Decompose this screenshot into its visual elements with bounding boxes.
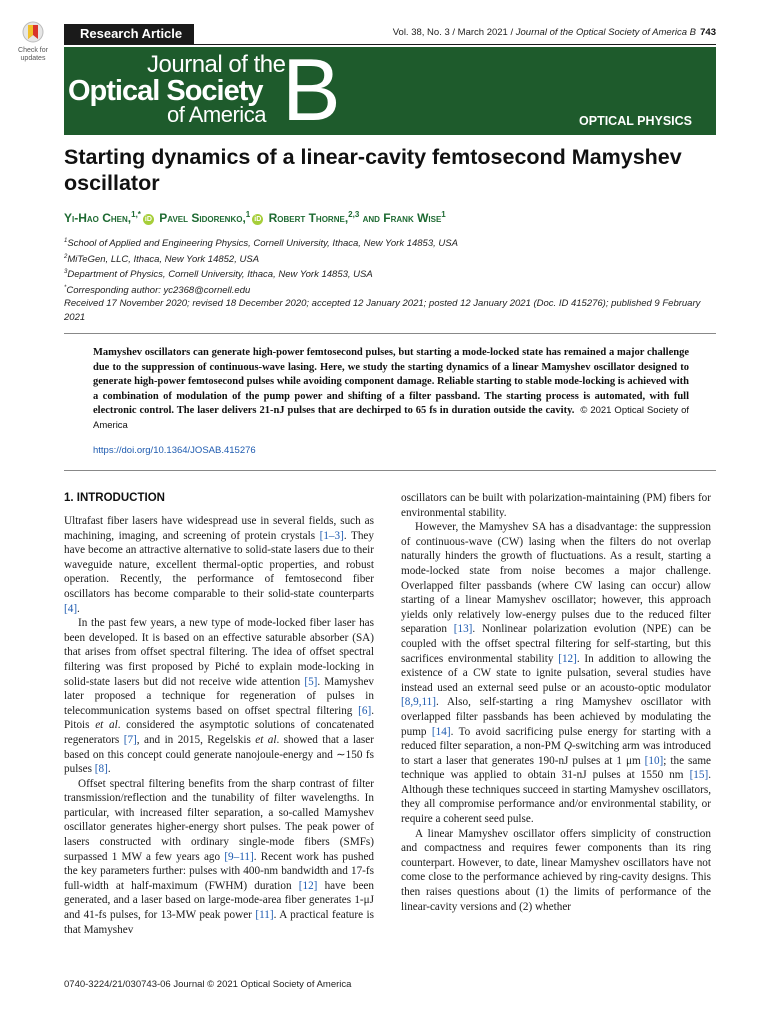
running-head-volume: Vol. 38, No. 3 / March 2021 / xyxy=(392,27,516,38)
affiliation-text: School of Applied and Engineering Physics, Cornell University, Ithaca, New York 14853, USA xyxy=(67,238,458,250)
author-2[interactable] xyxy=(159,211,265,225)
body-column-right xyxy=(401,491,711,914)
paper-title: Starting dynamics of a linear-cavity femtosecond Mamyshev oscillator xyxy=(64,145,682,195)
affiliation-sup: * xyxy=(64,284,67,291)
citation-link[interactable]: [11] xyxy=(255,909,274,922)
journal-logo-letter: B xyxy=(282,40,341,139)
affiliation-item xyxy=(64,282,714,298)
citation-link[interactable]: [14] xyxy=(431,725,451,738)
body-paragraph: However, the Mamyshev SA has a disadvantage: the suppression of continuous-wave (CW) lasing when the filters do not overlap naturally hinders the growth of fluctuations. As a result, starting a mode-locked state from noise becomes a major challenge. Overlapped filter passbands (where CW lasing can occur) allow starting of a linear Mamyshev oscillator; however, this approach yields only relatively low-energy pulses due to the reduced filter separation [13]. Nonlinear polarization evolution (NPE) can be coupled with the offset spectral filtering for self-starting, but this sacrifices environmental stability [12]. In addition to allowing the existence of a CW state to ignite pulsation, several studies have instead used an external seed pulse or an acousto-optic modulator [8,9,11]. Also, self-starting a ring Mamyshev oscillator with overlapped filter passbands has been achieved by modulating the pump [14]. To avoid sacrificing pulse energy for starting with a reduced filter separation, a non-PM Q-switching arm was introduced to start a laser that generates 190-nJ pulses at 1 μm [10]; the same technique was applied to obtain 31-nJ pulses at 1550 nm [15]. Although these techniques succeed in starting Mamyshev oscillators, they all compromise performance and/or environmental stability, or require a coherent seed pulse. xyxy=(401,521,712,826)
citation-link[interactable]: [4] xyxy=(64,602,78,615)
citation-link[interactable]: [8] xyxy=(94,763,108,776)
author-1[interactable] xyxy=(64,211,156,225)
author-name: Robert Thorne, xyxy=(268,211,349,225)
author-name: Pavel Sidorenko, xyxy=(159,211,246,225)
orcid-icon[interactable]: iD xyxy=(144,216,152,223)
abstract-copyright: © 2021 Optical Society of America xyxy=(93,405,689,431)
running-head xyxy=(393,27,696,38)
citation-link[interactable]: [12] xyxy=(298,879,318,892)
author-name: Yi-Hao Chen, xyxy=(64,211,132,225)
author-sup: 2,3 xyxy=(348,210,360,219)
page-number: 743 xyxy=(700,27,716,38)
publication-history: Received 17 November 2020; revised 18 December 2020; accepted 12 January 2021; posted 12 January 2021 (Doc. ID 415276); published 9 February 2021 xyxy=(64,298,701,323)
body-paragraph: Ultrafast fiber lasers have widespread use in several fields, such as machining, imaging, and screening of protein crystals [1–3]. They have become an attractive alternative to solid-state lasers due to their waveguide nature, excellent thermal-optic properties, and robust operation. Recently, the performance of femtosecond fiber oscillators has become comparable to their solid-state counterparts [4]. xyxy=(64,515,374,615)
affiliation-sup: 3 xyxy=(64,269,68,276)
citation-link[interactable]: [10] xyxy=(644,754,664,767)
affiliation-sup: 2 xyxy=(64,253,68,260)
citation-link[interactable]: [8,9,11] xyxy=(401,696,437,709)
affiliations xyxy=(64,235,714,298)
author-sup: 1,* xyxy=(131,210,141,219)
journal-logo-line-3: of America xyxy=(167,102,266,127)
citation-link[interactable]: [7] xyxy=(123,733,137,746)
author-3[interactable] xyxy=(269,211,360,225)
check-for-updates-badge[interactable] xyxy=(12,20,54,63)
body-paragraph: Offset spectral filtering benefits from the sharp contrast of filter transmission/reflection and the tunability of filter wavelengths. In particular, with increased filter separation, a so-called Mamyshev oscillator generates higher-energy short pulses. The peak power of lasers constructed with ordinary single-mode fibers (SMFs) surpassed 1 MW a few years ago [9–11]. Recent work has pushed the key parameters further: pulses with 400-nm bandwidth and 17-fs full-width at half-maximum (FWHM) duration [12] have been generated, and a laser based on large-mode-area fiber generates 1-μJ and 41-fs pulses, for 13-MW peak power [11]. A practical feature is that Mamyshev xyxy=(64,777,374,936)
section-label: OPTICAL PHYSICS xyxy=(579,114,692,128)
doi-link[interactable]: https://doi.org/10.1364/JOSAB.415276 xyxy=(93,445,256,456)
divider xyxy=(64,333,716,334)
journal-logo-line-1: Journal of the xyxy=(147,51,286,78)
citation-link[interactable]: [6] xyxy=(358,704,372,717)
citation-link[interactable]: [1–3] xyxy=(319,529,344,542)
author-sup: 1 xyxy=(245,210,251,219)
affiliation-item xyxy=(64,235,714,251)
citation-link[interactable]: [13] xyxy=(453,623,473,636)
affiliation-item xyxy=(64,251,714,267)
section-heading: 1. INTRODUCTION xyxy=(64,492,165,504)
author-name: and Frank Wise xyxy=(362,211,442,225)
affiliation-text: MiTeGen, LLC, Ithaca, New York 14852, USA xyxy=(67,253,260,265)
affiliation-sup: 1 xyxy=(64,238,68,244)
affiliation-item xyxy=(64,266,714,282)
body-paragraph: In the past few years, a new type of mode-locked fiber laser has been developed. It is based on an effective saturable absorber (SA) that arises from offset spectral filtering. The idea of offset spectral filtering was first proposed by Piché to explain mode-locking in solid-state lasers but did not receive wide attention [5]. Mamyshev later proposed a technique for regeneration of pulses in telecommunication systems based on offset spectral filtering [6]. Pitois et al. considered the asymptotic solutions of concatenated regenerators [7], and in 2015, Regelskis et al. showed that a laser based on this concept could generate nanojoule-energy and ∼150 fs pulses [8]. xyxy=(64,617,375,776)
check-updates-icon xyxy=(21,20,45,46)
orcid-icon[interactable]: iD xyxy=(254,216,262,223)
page-footer: 0740-3224/21/030743-06 Journal © 2021 Optical Society of America xyxy=(64,979,352,990)
running-head-journal: Journal of the Optical Society of America B xyxy=(515,27,696,38)
check-updates-label: Check for updates xyxy=(18,47,48,62)
author-list xyxy=(64,210,724,225)
journal-logo-line-2: Optical Society xyxy=(68,75,263,107)
abstract xyxy=(93,346,689,434)
author-4[interactable] xyxy=(363,211,446,225)
header-rule xyxy=(64,44,716,45)
abstract-text: Mamyshev oscillators can generate high-power femtosecond pulses, but starting a mode-locked state has remained a major challenge due to the suppression of continuous-wave lasing. Here, we study the starting dynamics of a linear Mamyshev oscillator designed to generate high-power femtosecond pulses while avoiding component damage. Reliable starting to stable mode-locking is achieved with a combination of modulation of the pump power and shifting of a filter passband. The starting process is automated, with full electronic control. The laser delivers 21-nJ pulses that are dechirped to 65 fs in duration outside the cavity. xyxy=(93,347,689,417)
article-type-label: Research Article xyxy=(64,24,194,44)
divider xyxy=(64,470,716,471)
citation-link[interactable]: [5] xyxy=(304,675,318,688)
body-column-left xyxy=(64,514,374,937)
body-paragraph: A linear Mamyshev oscillator offers simplicity of construction and compactness and requires fewer components than its ring counterpart. However, to date, linear Mamyshev oscillators have not come close to the performance achieved by ring-cavity designs. This then raises questions about (1) the limits of performance of the linear-cavity versions and (2) whether xyxy=(401,827,711,913)
affiliation-text: Corresponding author: yc2368@cornell.edu xyxy=(66,285,251,297)
affiliation-text: Department of Physics, Cornell University, Ithaca, New York 14853, USA xyxy=(67,269,373,281)
body-paragraph: oscillators can be built with polarization-maintaining (PM) fibers for environmental stability. xyxy=(401,492,711,519)
citation-link[interactable]: [15] xyxy=(689,769,709,782)
citation-link[interactable]: [12] xyxy=(558,652,577,665)
author-sup: 1 xyxy=(441,210,446,219)
citation-link[interactable]: [9–11] xyxy=(224,850,254,863)
